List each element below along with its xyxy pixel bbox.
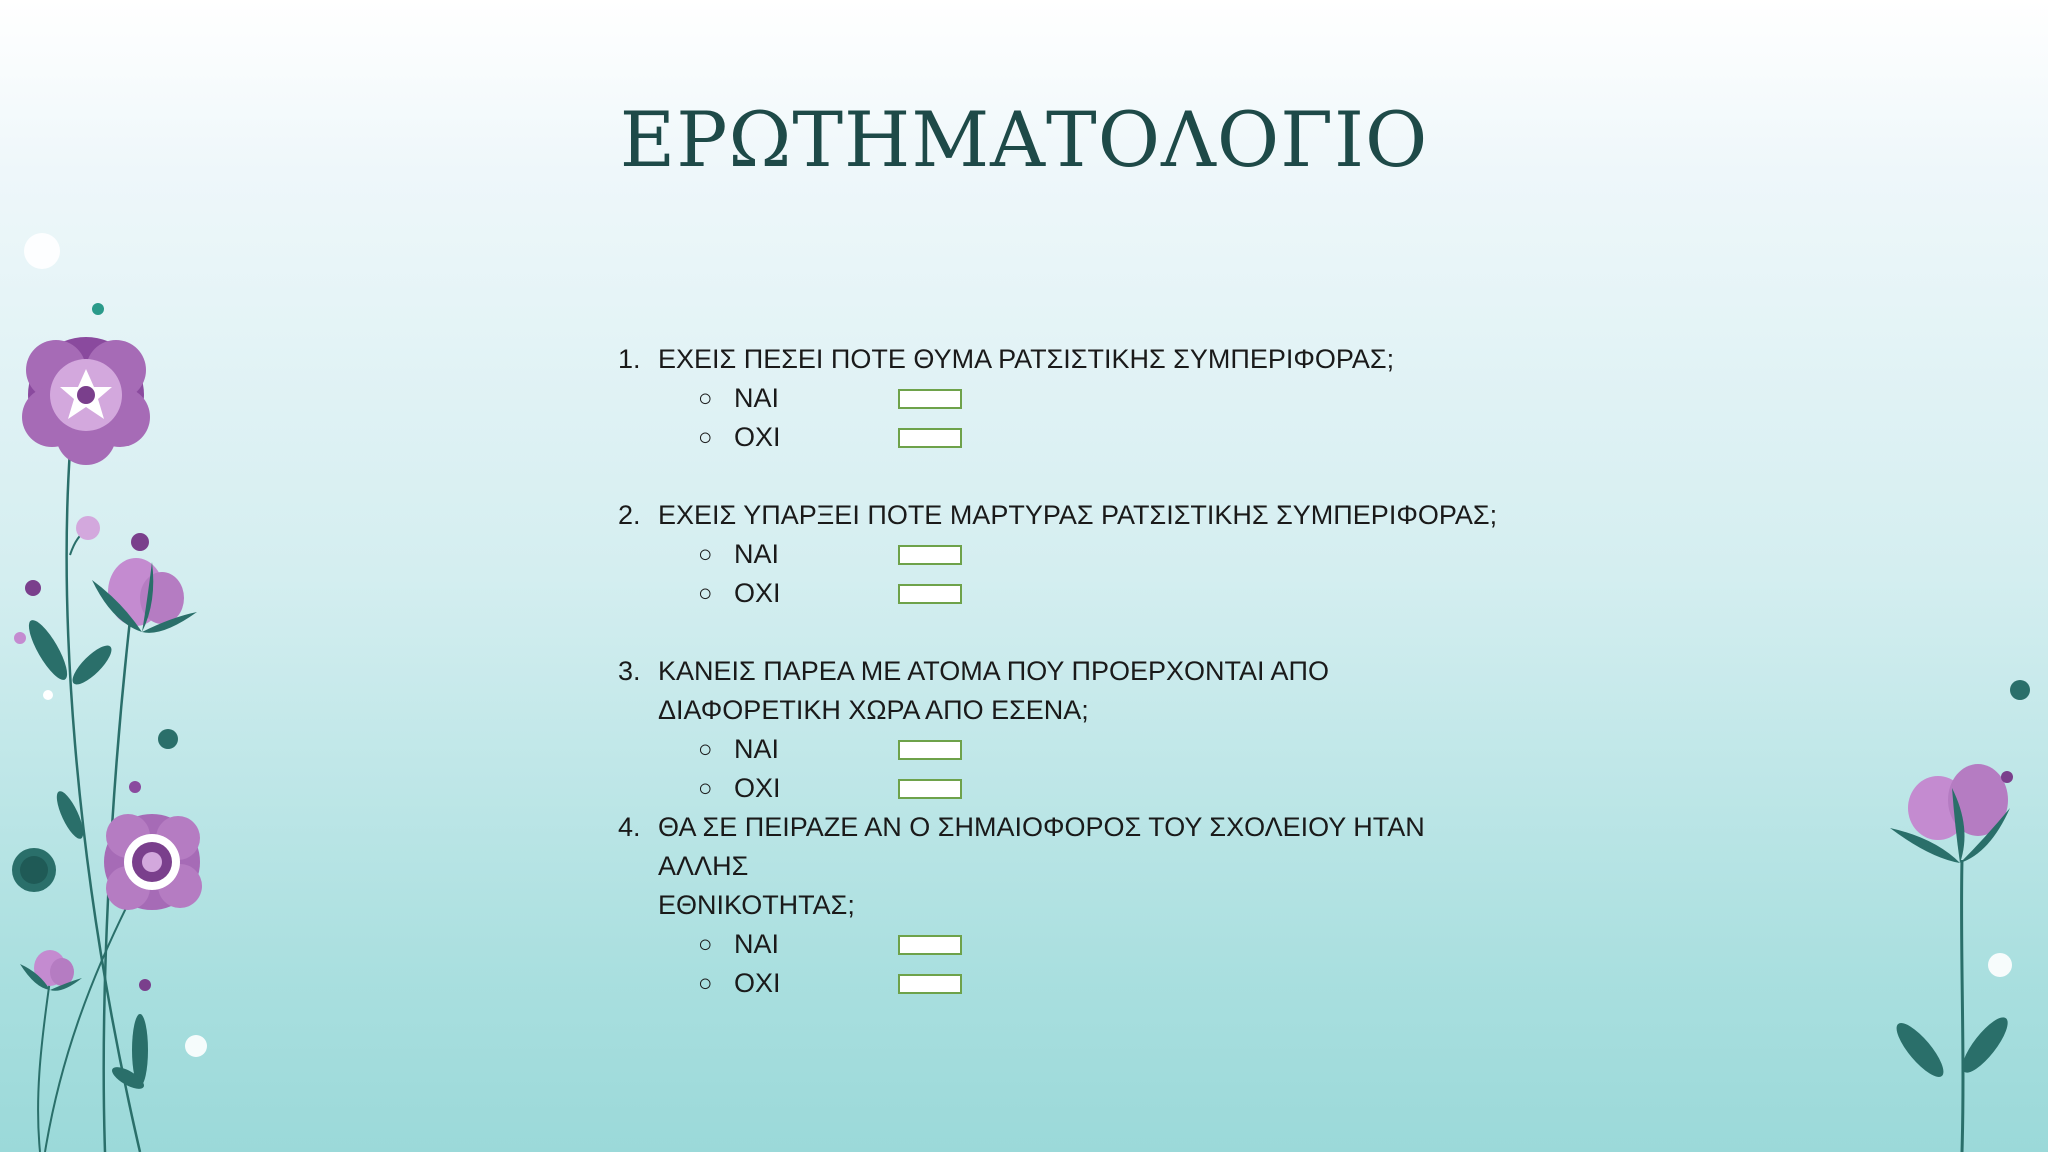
questionnaire: [618, 340, 1518, 1003]
question-number: 3.: [618, 656, 641, 686]
answer-checkbox[interactable]: [898, 428, 962, 448]
circle-bullet-icon: ○: [698, 970, 713, 997]
option-label: ΝΑΙ: [734, 734, 780, 764]
answer-checkbox[interactable]: [898, 974, 962, 994]
page-title: ΕΡΩΤΗΜΑΤΟΛΟΓΙΟ: [619, 95, 1429, 184]
answer-checkbox[interactable]: [898, 389, 962, 409]
question-number: 2.: [618, 500, 641, 530]
option-no: [698, 574, 1518, 613]
question-text: ΕΧΕΙΣ ΥΠΑΡΞΕΙ ΠΟΤΕ ΜΑΡΤΥΡΑΣ ΡΑΤΣΙΣΤΙΚΗΣ ΣΥΜΠΕΡΙΦΟΡΑΣ;: [658, 500, 1498, 530]
question-text-line-2: ΔΙΑΦΟΡΕΤΙΚΗ ΧΩΡΑ ΑΠΟ ΕΣΕΝΑ;: [658, 695, 1089, 725]
option-no: [698, 964, 1518, 1003]
option-label: ΟΧΙ: [734, 578, 781, 608]
question-1: [618, 340, 1518, 379]
option-label: ΝΑΙ: [734, 539, 780, 569]
question-number: 4.: [618, 812, 641, 842]
answer-checkbox[interactable]: [898, 584, 962, 604]
option-label: ΝΑΙ: [734, 929, 780, 959]
circle-bullet-icon: ○: [698, 385, 713, 412]
circle-bullet-icon: ○: [698, 775, 713, 802]
circle-bullet-icon: ○: [698, 931, 713, 958]
question-text-line-1: ΘΑ ΣΕ ΠΕΙΡΑΖΕ ΑΝ Ο ΣΗΜΑΙΟΦΟΡΟΣ ΤΟΥ ΣΧΟΛΕΙΟΥ ΗΤΑΝ ΑΛΛΗΣ: [658, 812, 1425, 881]
question-3: [618, 652, 1518, 730]
answer-checkbox[interactable]: [898, 740, 962, 760]
question-text-line-2: ΕΘΝΙΚΟΤΗΤΑΣ;: [658, 890, 855, 920]
question-text-line-1: ΚΑΝΕΙΣ ΠΑΡΕΑ ΜΕ ΑΤΟΜΑ ΠΟΥ ΠΡΟΕΡΧΟΝΤΑΙ ΑΠΟ: [658, 656, 1330, 686]
option-yes: [698, 925, 1518, 964]
answer-checkbox[interactable]: [898, 545, 962, 565]
question-text: ΕΧΕΙΣ ΠΕΣΕΙ ΠΟΤΕ ΘΥΜΑ ΡΑΤΣΙΣΤΙΚΗΣ ΣΥΜΠΕΡΙΦΟΡΑΣ;: [658, 344, 1395, 374]
circle-bullet-icon: ○: [698, 580, 713, 607]
answer-checkbox[interactable]: [898, 779, 962, 799]
circle-bullet-icon: ○: [698, 424, 713, 451]
circle-bullet-icon: ○: [698, 541, 713, 568]
option-label: ΝΑΙ: [734, 383, 780, 413]
question-4: [618, 808, 1518, 925]
option-label: ΟΧΙ: [734, 422, 781, 452]
option-no: [698, 418, 1518, 457]
option-yes: [698, 535, 1518, 574]
question-2: [618, 496, 1518, 535]
option-label: ΟΧΙ: [734, 773, 781, 803]
option-no: [698, 769, 1518, 808]
option-yes: [698, 730, 1518, 769]
option-yes: [698, 379, 1518, 418]
answer-checkbox[interactable]: [898, 935, 962, 955]
circle-bullet-icon: ○: [698, 736, 713, 763]
question-number: 1.: [618, 344, 641, 374]
option-label: ΟΧΙ: [734, 968, 781, 998]
